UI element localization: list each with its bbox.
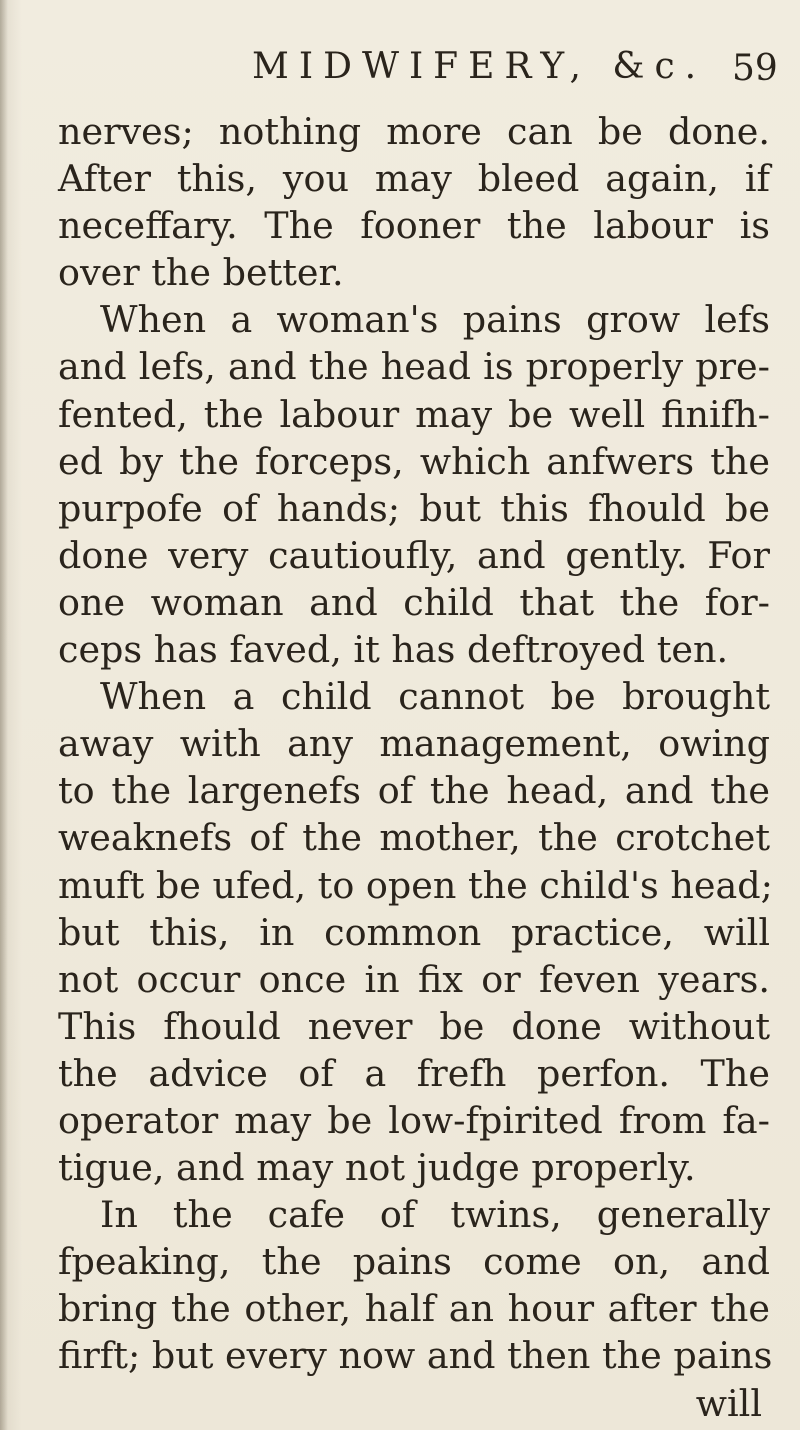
text-line: nerves; nothing more can be done. [58, 110, 770, 153]
text-line: but this, in common practice, will [58, 910, 770, 954]
text-line: over the better. [58, 251, 344, 295]
text-line: ed by the forceps, which anfwers the [58, 439, 770, 483]
page-number: 59 [732, 48, 778, 89]
paragraph-start-line: In the cafe of twins, generally [100, 1193, 770, 1237]
text-line: bring the other, half an hour after the [58, 1287, 770, 1331]
text-line: tigue, and may not judge properly. [58, 1146, 696, 1190]
text-line: This fhould never be done without [58, 1004, 770, 1048]
text-line: After this, you may bleed again, if [58, 157, 770, 201]
text-line: purpofe of hands; but this fhould be [58, 486, 770, 530]
text-line: away with any management, owing [58, 722, 770, 766]
text-line: not occur once in fix or feven years. [58, 957, 770, 1001]
paragraph-start-line: When a child cannot be brought [100, 675, 770, 719]
text-line: and lefs, and the head is properly pre- [58, 345, 770, 389]
text-line: ceps has faved, it has deftroyed ten. [58, 628, 729, 672]
text-line: firft; but every now and then the pains [58, 1334, 773, 1378]
text-line: fpeaking, the pains come on, and [58, 1240, 770, 1284]
text-line: weaknefs of the mother, the crotchet [58, 816, 770, 860]
text-line: operator may be low-fpirited from fa- [58, 1098, 770, 1142]
running-head [0, 46, 800, 96]
text-line: the advice of a frefh perfon. The [58, 1051, 770, 1095]
body-text [58, 108, 773, 1427]
running-title: MIDWIFERY, &c. [252, 46, 707, 87]
paragraph-start-line: When a woman's pains grow lefs [100, 298, 770, 342]
catchword: will [695, 1381, 762, 1425]
text-line: to the largenefs of the head, and the [58, 769, 770, 813]
text-line: neceffary. The fooner the labour is [58, 204, 770, 248]
text-line: muft be ufed, to open the child's head; [58, 863, 773, 907]
text-line: one woman and child that the for- [58, 580, 770, 624]
text-line: fented, the labour may be well finifh- [58, 392, 770, 436]
text-line: done very cautioufly, and gently. For [58, 533, 770, 577]
binding-shadow [0, 0, 8, 1430]
